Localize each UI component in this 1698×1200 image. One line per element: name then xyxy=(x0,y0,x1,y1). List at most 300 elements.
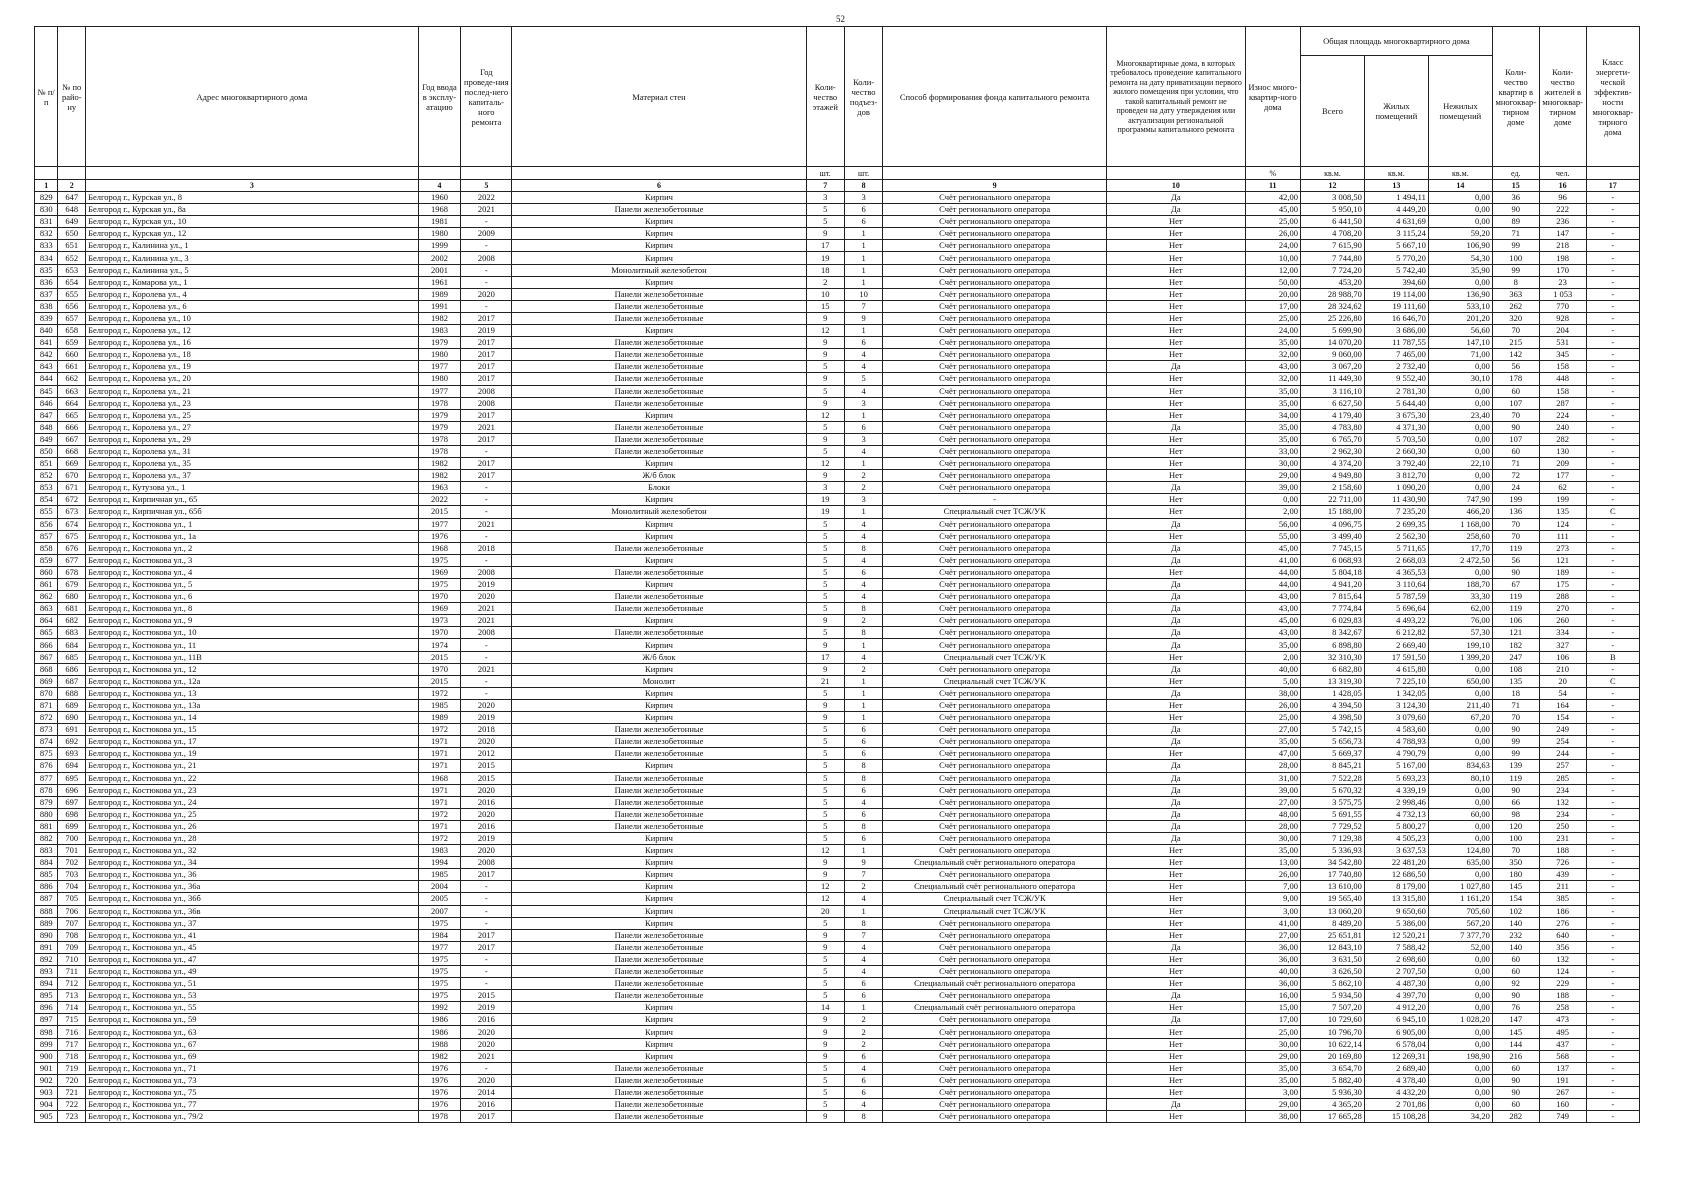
cell-fund-method: Счёт регионального оператора xyxy=(883,1038,1107,1050)
table-row xyxy=(35,397,1640,409)
cell-num: 870 xyxy=(35,687,58,699)
header-repair-required: Многоквартирные дома, в которых требовалось проведение капитального ремонта на дату приватизации первого жилого помещения при условии, что такой капитальный ремонт не проведен на дату утверждения или актуализации региональной программы капитального ремонта xyxy=(1107,27,1246,167)
cell-last-repair: 2020 xyxy=(461,288,512,300)
table-row xyxy=(35,1002,1640,1014)
cell-entrances: 1 xyxy=(844,276,882,288)
table-row xyxy=(35,204,1640,216)
cell-area-total: 7 522,28 xyxy=(1300,772,1364,784)
cell-address: Белгород г., Костюкова ул., 5 xyxy=(86,579,419,591)
cell-num: 847 xyxy=(35,409,58,421)
cell-district-num: 709 xyxy=(58,941,86,953)
cell-floors: 5 xyxy=(806,796,844,808)
cell-entrances: 4 xyxy=(844,445,882,457)
cell-year-built: 1980 xyxy=(418,373,461,385)
cell-area-residential: 5 711,65 xyxy=(1364,542,1428,554)
cell-floors: 5 xyxy=(806,772,844,784)
cell-area-total: 6 441,50 xyxy=(1300,216,1364,228)
cell-entrances: 6 xyxy=(844,808,882,820)
cell-district-num: 715 xyxy=(58,1014,86,1026)
cell-district-num: 652 xyxy=(58,252,86,264)
table-row xyxy=(35,276,1640,288)
cell-year-built: 1977 xyxy=(418,941,461,953)
cell-area-residential: 5 667,10 xyxy=(1364,240,1428,252)
cell-area-nonresidential: 147,10 xyxy=(1428,337,1492,349)
cell-energy-class: - xyxy=(1586,325,1639,337)
cell-residents: 749 xyxy=(1539,1111,1586,1123)
cell-floors: 9 xyxy=(806,699,844,711)
unit-wear: % xyxy=(1245,167,1300,180)
cell-district-num: 722 xyxy=(58,1099,86,1111)
cell-area-total: 1 428,05 xyxy=(1300,687,1364,699)
cell-energy-class: - xyxy=(1586,337,1639,349)
cell-num: 865 xyxy=(35,627,58,639)
cell-num: 877 xyxy=(35,772,58,784)
cell-district-num: 665 xyxy=(58,409,86,421)
cell-wear: 43,00 xyxy=(1245,603,1300,615)
cell-entrances: 4 xyxy=(844,651,882,663)
cell-apartments: 76 xyxy=(1492,1002,1539,1014)
cell-floors: 3 xyxy=(806,192,844,204)
cell-repair-required: Да xyxy=(1107,796,1246,808)
cell-area-total: 7 815,64 xyxy=(1300,591,1364,603)
cell-wear: 55,00 xyxy=(1245,530,1300,542)
cell-residents: 218 xyxy=(1539,240,1586,252)
cell-district-num: 658 xyxy=(58,325,86,337)
cell-apartments: 142 xyxy=(1492,349,1539,361)
cell-address: Белгород г., Костюкова ул., 17 xyxy=(86,736,419,748)
cell-entrances: 4 xyxy=(844,385,882,397)
cell-last-repair: - xyxy=(461,494,512,506)
cell-floors: 17 xyxy=(806,240,844,252)
cell-address: Белгород г., Костюкова ул., 12а xyxy=(86,675,419,687)
colnum: 9 xyxy=(883,180,1107,192)
cell-repair-required: Да xyxy=(1107,832,1246,844)
cell-area-nonresidential: 198,90 xyxy=(1428,1050,1492,1062)
cell-area-total: 13 060,20 xyxy=(1300,905,1364,917)
cell-year-built: 2004 xyxy=(418,881,461,893)
cell-wear: 43,00 xyxy=(1245,627,1300,639)
cell-repair-required: Да xyxy=(1107,192,1246,204)
cell-address: Белгород г., Костюкова ул., 10 xyxy=(86,627,419,639)
cell-floors: 9 xyxy=(806,470,844,482)
cell-address: Белгород г., Королева ул., 20 xyxy=(86,373,419,385)
cell-last-repair: - xyxy=(461,905,512,917)
cell-wall-material: Панели железобетонные xyxy=(512,784,806,796)
cell-entrances: 8 xyxy=(844,917,882,929)
cell-num: 901 xyxy=(35,1062,58,1074)
cell-last-repair: - xyxy=(461,917,512,929)
cell-floors: 20 xyxy=(806,905,844,917)
cell-last-repair: 2017 xyxy=(461,869,512,881)
cell-wear: 35,00 xyxy=(1245,385,1300,397)
cell-area-nonresidential: 0,00 xyxy=(1428,1038,1492,1050)
cell-area-total: 3 499,40 xyxy=(1300,530,1364,542)
cell-last-repair: 2017 xyxy=(461,409,512,421)
cell-wall-material: Кирпич xyxy=(512,917,806,929)
cell-area-residential: 7 588,42 xyxy=(1364,941,1428,953)
cell-residents: 170 xyxy=(1539,264,1586,276)
cell-last-repair: 2020 xyxy=(461,591,512,603)
cell-floors: 5 xyxy=(806,530,844,542)
cell-wall-material: Кирпич xyxy=(512,494,806,506)
cell-num: 855 xyxy=(35,506,58,518)
cell-fund-method: Счёт регионального оператора xyxy=(883,1111,1107,1123)
cell-residents: 448 xyxy=(1539,373,1586,385)
table-row xyxy=(35,228,1640,240)
cell-area-nonresidential: 0,00 xyxy=(1428,361,1492,373)
cell-floors: 5 xyxy=(806,591,844,603)
cell-area-residential: 22 481,20 xyxy=(1364,857,1428,869)
cell-residents: 137 xyxy=(1539,1062,1586,1074)
cell-repair-required: Да xyxy=(1107,204,1246,216)
cell-floors: 5 xyxy=(806,385,844,397)
cell-last-repair: 2017 xyxy=(461,433,512,445)
cell-energy-class: - xyxy=(1586,857,1639,869)
cell-last-repair: - xyxy=(461,264,512,276)
cell-repair-required: Да xyxy=(1107,554,1246,566)
cell-residents: 186 xyxy=(1539,905,1586,917)
cell-area-total: 3 575,75 xyxy=(1300,796,1364,808)
cell-area-total: 34 542,80 xyxy=(1300,857,1364,869)
cell-apartments: 140 xyxy=(1492,917,1539,929)
cell-area-total: 4 949,80 xyxy=(1300,470,1364,482)
cell-apartments: 60 xyxy=(1492,445,1539,457)
table-row xyxy=(35,506,1640,518)
cell-entrances: 8 xyxy=(844,1111,882,1123)
cell-wear: 47,00 xyxy=(1245,748,1300,760)
cell-last-repair: 2018 xyxy=(461,724,512,736)
cell-address: Белгород г., Королева ул., 12 xyxy=(86,325,419,337)
cell-year-built: 1982 xyxy=(418,312,461,324)
cell-district-num: 651 xyxy=(58,240,86,252)
cell-year-built: 1984 xyxy=(418,929,461,941)
cell-district-num: 647 xyxy=(58,192,86,204)
cell-wear: 17,00 xyxy=(1245,300,1300,312)
cell-energy-class: - xyxy=(1586,845,1639,857)
cell-area-total: 11 449,30 xyxy=(1300,373,1364,385)
cell-address: Белгород г., Костюкова ул., 32 xyxy=(86,845,419,857)
cell-fund-method: Счёт регионального оператора xyxy=(883,832,1107,844)
unit-apartments: ед. xyxy=(1492,167,1539,180)
cell-area-residential: 4 397,70 xyxy=(1364,990,1428,1002)
cell-area-nonresidential: 52,00 xyxy=(1428,941,1492,953)
cell-year-built: 2005 xyxy=(418,893,461,905)
cell-residents: 234 xyxy=(1539,808,1586,820)
cell-wear: 40,00 xyxy=(1245,966,1300,978)
cell-energy-class: В xyxy=(1586,651,1639,663)
cell-residents: 147 xyxy=(1539,228,1586,240)
cell-year-built: 1963 xyxy=(418,482,461,494)
cell-area-total: 7 724,20 xyxy=(1300,264,1364,276)
cell-address: Белгород г., Костюкова ул., 47 xyxy=(86,953,419,965)
cell-fund-method: Счёт регионального оператора xyxy=(883,687,1107,699)
cell-floors: 12 xyxy=(806,458,844,470)
cell-area-residential: 3 110,64 xyxy=(1364,579,1428,591)
cell-area-nonresidential: 533,10 xyxy=(1428,300,1492,312)
cell-year-built: 1971 xyxy=(418,796,461,808)
cell-apartments: 36 xyxy=(1492,192,1539,204)
cell-year-built: 1980 xyxy=(418,349,461,361)
cell-repair-required: Нет xyxy=(1107,1026,1246,1038)
cell-wall-material: Панели железобетонные xyxy=(512,603,806,615)
cell-address: Белгород г., Костюкова ул., 3 xyxy=(86,554,419,566)
cell-area-nonresidential: 0,00 xyxy=(1428,1074,1492,1086)
cell-area-nonresidential: 2 472,50 xyxy=(1428,554,1492,566)
cell-apartments: 140 xyxy=(1492,941,1539,953)
cell-floors: 15 xyxy=(806,300,844,312)
cell-area-nonresidential: 0,00 xyxy=(1428,966,1492,978)
cell-area-residential: 2 660,30 xyxy=(1364,445,1428,457)
cell-last-repair: 2017 xyxy=(461,941,512,953)
cell-energy-class: - xyxy=(1586,941,1639,953)
cell-wear: 44,00 xyxy=(1245,566,1300,578)
cell-area-residential: 5 696,64 xyxy=(1364,603,1428,615)
cell-fund-method: Специальный счет ТСЖ/УК xyxy=(883,893,1107,905)
cell-district-num: 700 xyxy=(58,832,86,844)
cell-area-total: 5 669,37 xyxy=(1300,748,1364,760)
cell-wall-material: Панели железобетонные xyxy=(512,361,806,373)
cell-fund-method: Счёт регионального оператора xyxy=(883,869,1107,881)
cell-fund-method: Счёт регионального оператора xyxy=(883,433,1107,445)
table-row xyxy=(35,845,1640,857)
cell-entrances: 1 xyxy=(844,845,882,857)
cell-energy-class: - xyxy=(1586,1086,1639,1098)
cell-area-total: 5 656,73 xyxy=(1300,736,1364,748)
cell-year-built: 1970 xyxy=(418,591,461,603)
cell-floors: 5 xyxy=(806,554,844,566)
cell-wall-material: Кирпич xyxy=(512,252,806,264)
table-row xyxy=(35,554,1640,566)
table-row xyxy=(35,687,1640,699)
cell-area-residential: 1 494,11 xyxy=(1364,192,1428,204)
cell-residents: 236 xyxy=(1539,216,1586,228)
cell-apartments: 108 xyxy=(1492,663,1539,675)
cell-area-total: 7 507,20 xyxy=(1300,1002,1364,1014)
cell-num: 842 xyxy=(35,349,58,361)
cell-fund-method: Счёт регионального оператора xyxy=(883,736,1107,748)
cell-num: 891 xyxy=(35,941,58,953)
cell-last-repair: 2020 xyxy=(461,845,512,857)
cell-area-residential: 2 669,40 xyxy=(1364,639,1428,651)
cell-area-nonresidential: 0,00 xyxy=(1428,784,1492,796)
cell-repair-required: Нет xyxy=(1107,857,1246,869)
cell-floors: 5 xyxy=(806,1099,844,1111)
cell-energy-class: - xyxy=(1586,990,1639,1002)
cell-fund-method: Счёт регионального оператора xyxy=(883,772,1107,784)
cell-entrances: 6 xyxy=(844,1074,882,1086)
cell-district-num: 685 xyxy=(58,651,86,663)
cell-district-num: 656 xyxy=(58,300,86,312)
cell-wear: 48,00 xyxy=(1245,808,1300,820)
cell-area-residential: 3 079,60 xyxy=(1364,712,1428,724)
cell-address: Белгород г., Костюкова ул., 67 xyxy=(86,1038,419,1050)
cell-wall-material: Панели железобетонные xyxy=(512,1086,806,1098)
cell-repair-required: Нет xyxy=(1107,216,1246,228)
cell-fund-method: Счёт регионального оператора xyxy=(883,941,1107,953)
cell-floors: 5 xyxy=(806,736,844,748)
cell-wall-material: Панели железобетонные xyxy=(512,1062,806,1074)
cell-repair-required: Да xyxy=(1107,518,1246,530)
cell-district-num: 671 xyxy=(58,482,86,494)
cell-wear: 38,00 xyxy=(1245,1111,1300,1123)
cell-last-repair: - xyxy=(461,445,512,457)
cell-district-num: 655 xyxy=(58,288,86,300)
cell-address: Белгород г., Курская ул., 8 xyxy=(86,192,419,204)
table-row xyxy=(35,929,1640,941)
table-row xyxy=(35,325,1640,337)
cell-area-nonresidential: 199,10 xyxy=(1428,639,1492,651)
cell-residents: 164 xyxy=(1539,699,1586,711)
cell-wear: 10,00 xyxy=(1245,252,1300,264)
cell-apartments: 119 xyxy=(1492,603,1539,615)
cell-area-nonresidential: 57,30 xyxy=(1428,627,1492,639)
cell-district-num: 718 xyxy=(58,1050,86,1062)
cell-wear: 25,00 xyxy=(1245,312,1300,324)
cell-fund-method: Счёт регионального оператора xyxy=(883,603,1107,615)
cell-area-residential: 5 787,59 xyxy=(1364,591,1428,603)
cell-repair-required: Нет xyxy=(1107,276,1246,288)
cell-repair-required: Да xyxy=(1107,687,1246,699)
cell-area-residential: 5 167,00 xyxy=(1364,760,1428,772)
table-row xyxy=(35,808,1640,820)
cell-wear: 35,00 xyxy=(1245,1074,1300,1086)
cell-energy-class: - xyxy=(1586,566,1639,578)
cell-area-residential: 8 179,00 xyxy=(1364,881,1428,893)
header-residents: Коли-чество жителей в многоквар-тирном доме xyxy=(1539,27,1586,167)
cell-address: Белгород г., Калинина ул., 3 xyxy=(86,252,419,264)
cell-residents: 20 xyxy=(1539,675,1586,687)
cell-fund-method: Счёт регионального оператора xyxy=(883,566,1107,578)
header-energy-class: Класс энергети-ческой эффектив-ности многоквар-тирного дома xyxy=(1586,27,1639,167)
cell-area-total: 5 882,40 xyxy=(1300,1074,1364,1086)
cell-fund-method: Счёт регионального оператора xyxy=(883,1026,1107,1038)
cell-fund-method: Специальный счёт регионального оператора xyxy=(883,978,1107,990)
cell-wear: 16,00 xyxy=(1245,990,1300,1002)
cell-entrances: 6 xyxy=(844,566,882,578)
cell-residents: 188 xyxy=(1539,845,1586,857)
cell-apartments: 70 xyxy=(1492,325,1539,337)
cell-floors: 12 xyxy=(806,881,844,893)
table-row xyxy=(35,312,1640,324)
cell-year-built: 1979 xyxy=(418,421,461,433)
cell-year-built: 1982 xyxy=(418,1050,461,1062)
cell-floors: 9 xyxy=(806,433,844,445)
cell-fund-method: Счёт регионального оператора xyxy=(883,917,1107,929)
cell-area-total: 3 067,20 xyxy=(1300,361,1364,373)
cell-wall-material: Панели железобетонные xyxy=(512,566,806,578)
cell-address: Белгород г., Костюкова ул., 28 xyxy=(86,832,419,844)
cell-entrances: 2 xyxy=(844,482,882,494)
unit-area-total: кв.м. xyxy=(1300,167,1364,180)
cell-repair-required: Нет xyxy=(1107,349,1246,361)
cell-wall-material: Панели железобетонные xyxy=(512,796,806,808)
cell-floors: 5 xyxy=(806,917,844,929)
cell-area-residential: 5 386,00 xyxy=(1364,917,1428,929)
cell-floors: 9 xyxy=(806,1038,844,1050)
cell-wall-material: Панели железобетонные xyxy=(512,990,806,1002)
cell-floors: 5 xyxy=(806,832,844,844)
cell-energy-class: - xyxy=(1586,518,1639,530)
cell-wall-material: Панели железобетонные xyxy=(512,591,806,603)
cell-address: Белгород г., Костюкова ул., 73 xyxy=(86,1074,419,1086)
cell-district-num: 666 xyxy=(58,421,86,433)
cell-wall-material: Кирпич xyxy=(512,240,806,252)
cell-area-residential: 16 646,70 xyxy=(1364,312,1428,324)
cell-area-nonresidential: 0,00 xyxy=(1428,978,1492,990)
cell-apartments: 136 xyxy=(1492,506,1539,518)
cell-last-repair: 2017 xyxy=(461,458,512,470)
cell-entrances: 8 xyxy=(844,760,882,772)
cell-energy-class: - xyxy=(1586,458,1639,470)
cell-area-nonresidential: 0,00 xyxy=(1428,204,1492,216)
cell-year-built: 1975 xyxy=(418,990,461,1002)
register-sheet xyxy=(34,26,1640,1123)
cell-fund-method: Счёт регионального оператора xyxy=(883,458,1107,470)
cell-last-repair: 2008 xyxy=(461,252,512,264)
table-row xyxy=(35,772,1640,784)
cell-last-repair: 2008 xyxy=(461,857,512,869)
cell-wear: 43,00 xyxy=(1245,591,1300,603)
cell-energy-class: - xyxy=(1586,264,1639,276)
cell-residents: 250 xyxy=(1539,820,1586,832)
cell-address: Белгород г., Костюкова ул., 21 xyxy=(86,760,419,772)
cell-year-built: 1982 xyxy=(418,458,461,470)
cell-fund-method: Счёт регионального оператора xyxy=(883,445,1107,457)
cell-apartments: 24 xyxy=(1492,482,1539,494)
cell-floors: 5 xyxy=(806,542,844,554)
cell-area-total: 8 489,20 xyxy=(1300,917,1364,929)
cell-address: Белгород г., Курская ул., 12 xyxy=(86,228,419,240)
cell-address: Белгород г., Королева ул., 25 xyxy=(86,409,419,421)
cell-year-built: 1985 xyxy=(418,869,461,881)
cell-district-num: 657 xyxy=(58,312,86,324)
cell-last-repair: 2017 xyxy=(461,361,512,373)
cell-fund-method: Счёт регионального оператора xyxy=(883,397,1107,409)
cell-area-total: 20 169,80 xyxy=(1300,1050,1364,1062)
cell-residents: 135 xyxy=(1539,506,1586,518)
cell-fund-method: Счёт регионального оператора xyxy=(883,1074,1107,1086)
cell-address: Белгород г., Костюкова ул., 51 xyxy=(86,978,419,990)
cell-district-num: 720 xyxy=(58,1074,86,1086)
cell-last-repair: - xyxy=(461,240,512,252)
cell-num: 851 xyxy=(35,458,58,470)
cell-area-residential: 6 212,82 xyxy=(1364,627,1428,639)
cell-repair-required: Да xyxy=(1107,615,1246,627)
cell-apartments: 72 xyxy=(1492,470,1539,482)
colnum: 4 xyxy=(418,180,461,192)
cell-year-built: 1977 xyxy=(418,361,461,373)
cell-energy-class: - xyxy=(1586,893,1639,905)
cell-address: Белгород г., Костюкова ул., 36а xyxy=(86,881,419,893)
cell-residents: 568 xyxy=(1539,1050,1586,1062)
cell-district-num: 702 xyxy=(58,857,86,869)
cell-residents: 234 xyxy=(1539,784,1586,796)
cell-address: Белгород г., Королева ул., 23 xyxy=(86,397,419,409)
cell-wear: 41,00 xyxy=(1245,554,1300,566)
unit-residents: чел. xyxy=(1539,167,1586,180)
cell-year-built: 1970 xyxy=(418,663,461,675)
housing-register-table xyxy=(34,26,1640,1123)
cell-fund-method: Счёт регионального оператора xyxy=(883,1062,1107,1074)
cell-floors: 9 xyxy=(806,615,844,627)
cell-residents: 240 xyxy=(1539,421,1586,433)
cell-apartments: 98 xyxy=(1492,808,1539,820)
cell-wall-material: Кирпич xyxy=(512,1014,806,1026)
cell-num: 900 xyxy=(35,1050,58,1062)
cell-num: 889 xyxy=(35,917,58,929)
cell-entrances: 4 xyxy=(844,349,882,361)
cell-last-repair: 2017 xyxy=(461,470,512,482)
